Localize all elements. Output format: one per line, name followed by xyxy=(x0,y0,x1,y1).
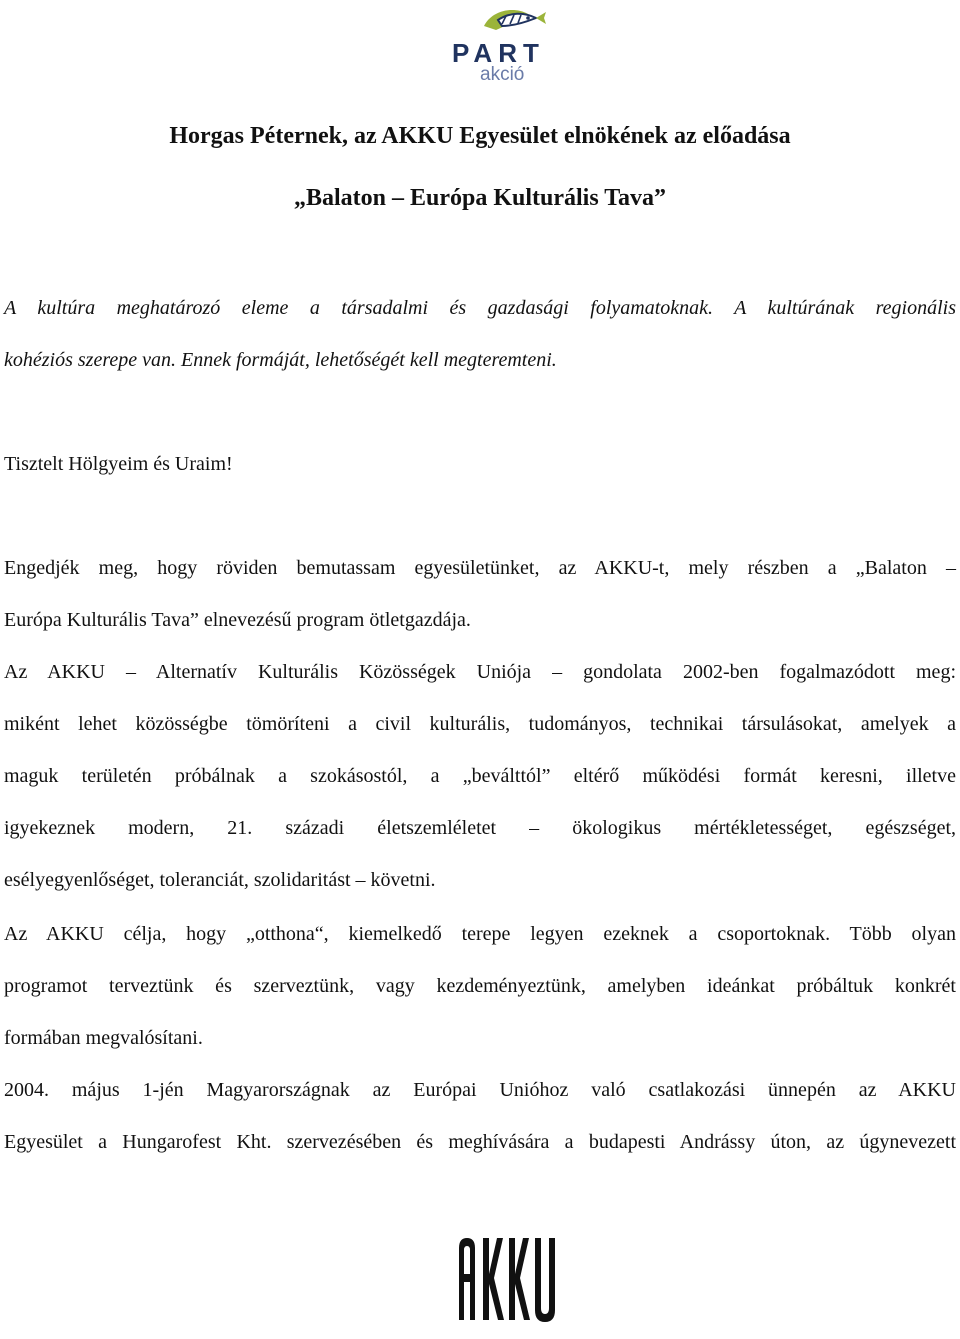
logo-subword: akció xyxy=(480,64,525,85)
paragraph-line: Engedjék meg, hogy röviden bemutassam egyesületünket, az AKKU-t, mely részben a „Balaton – xyxy=(4,557,956,579)
paragraph-line: formában megvalósítani. xyxy=(4,1027,203,1049)
greeting: Tisztelt Hölgyeim és Uraim! xyxy=(4,453,233,475)
paragraph-line: igyekeznek modern, 21. századi életszemléletet – ökologikus mértékletességet, egészséget, xyxy=(4,817,956,839)
paragraph-line: miként lehet közösségbe tömöríteni a civil kulturális, tudományos, technikai társulásokat, amelyek a xyxy=(4,713,956,735)
paragraph-line: Egyesület a Hungarofest Kht. szervezésében és meghívására a budapesti Andrássy úton, az úgynevezett xyxy=(4,1131,956,1153)
intro-line: A kultúra meghatározó eleme a társadalmi és gazdasági folyamatoknak. A kultúrának regionális xyxy=(4,297,956,319)
document-title: Horgas Péternek, az AKKU Egyesület elnökének az előadása xyxy=(169,123,791,149)
paragraph-line: Az AKKU célja, hogy „otthona“, kiemelkedő terepe legyen ezeknek a csoportoknak. Több olyan xyxy=(4,923,956,945)
intro-line: kohéziós szerepe van. Ennek formáját, lehetőségét kell megteremteni. xyxy=(4,349,557,371)
akku-logo xyxy=(447,1208,565,1334)
logo-word: PART xyxy=(452,38,545,68)
paragraph-line: programot terveztünk és szerveztünk, vagy kezdeményeztünk, amelyben ideánkat próbáltuk konkrét xyxy=(4,975,956,997)
akku-logo-icon xyxy=(447,1208,565,1334)
paragraph-line: Az AKKU – Alternatív Kulturális Közösségek Uniója – gondolata 2002-ben fogalmazódott meg: xyxy=(4,661,956,683)
paragraph-line: esélyegyenlőséget, toleranciát, szolidaritást – követni. xyxy=(4,869,436,891)
paragraph-line: maguk területén próbálnak a szokásostól, a „beválttól” eltérő működési formát keresni, illetve xyxy=(4,765,956,787)
document-subtitle: „Balaton – Európa Kulturális Tava” xyxy=(293,185,667,211)
fish-leaf-icon xyxy=(440,0,570,40)
paragraph-line: Európa Kulturális Tava” elnevezésű program ötletgazdája. xyxy=(4,609,471,631)
paragraph-line: 2004. május 1-jén Magyarországnak az Európai Unióhoz való csatlakozási ünnepén az AKKU xyxy=(4,1079,956,1101)
part-akcio-logo xyxy=(440,0,570,92)
